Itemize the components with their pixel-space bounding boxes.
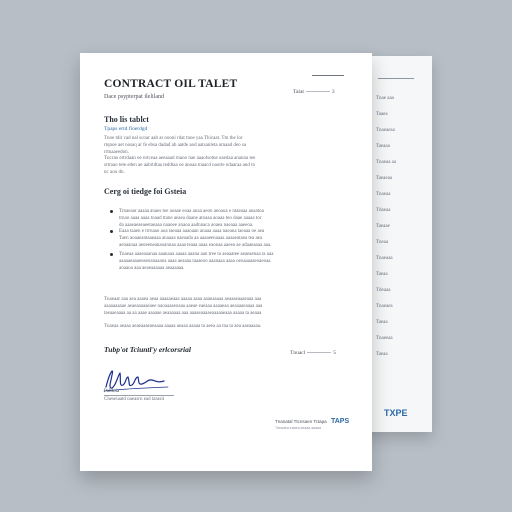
- back-page-line-text: Tnae aaa: [376, 96, 394, 101]
- section1-subheading: Tpaps ertd fioerdgd: [104, 126, 148, 132]
- bullet-dot: [110, 210, 113, 213]
- back-page-line-text: Taeaeaa: [376, 176, 393, 181]
- header-date-label: Talat: [293, 89, 304, 95]
- signatory-name: Paltlnia: [104, 389, 120, 394]
- paragraph-line: da aaaeaeaeaeetaeaaa naaoee anaoa aadnnaca aoaea naeaaa aaeeoa.: [119, 223, 254, 228]
- header-rule: [312, 75, 344, 76]
- back-page-line-text: Tnaeeaa: [376, 336, 393, 341]
- back-page-line-text: Tnaeaeaa: [376, 128, 395, 133]
- bullet-dot: [110, 230, 113, 233]
- back-page-line-text: Tdaeaa: [376, 208, 391, 213]
- front-page: [80, 53, 372, 471]
- document-title: CONTRACT OIL TALET: [104, 78, 238, 90]
- back-page-line: [376, 176, 416, 182]
- header-date-value: 3: [331, 89, 335, 95]
- document-subtitle: Dace psypterpat ileliland: [104, 94, 164, 100]
- back-page-line-text: Tnaeaa aa: [376, 160, 397, 165]
- back-page-line: [376, 320, 416, 326]
- header-date-field: [293, 89, 349, 97]
- paragraph-line: Tnaeaar aaa aea aaaea aeaa aaaaaeaaa aaaaa aaaa aaaeaaaaa aeaaaeaaaeaaa aaa: [104, 297, 262, 302]
- paragraph-line: Tnoe tdir cad nal scoar aab ar oooni rdat tnoe yaa Thicaat. Ttn the lor: [104, 136, 243, 141]
- back-page-line-text: Tdeaaa: [376, 288, 391, 293]
- section1-paragraph-2: [104, 155, 344, 176]
- back-page-line-text: Taeaaa: [376, 144, 390, 149]
- back-page-line: [376, 336, 416, 342]
- back-page-line-text: Tnaeaa: [376, 192, 391, 197]
- bullet-text-2: [119, 228, 344, 249]
- signature-date-line: [307, 352, 331, 353]
- bullet-text-1: [119, 208, 344, 229]
- signature-line: [104, 395, 174, 396]
- footer-text: Tnanatal Ttcnsaen Tctapa: [275, 419, 327, 424]
- paragraph-line: aaaaaaaaae aeaeaaaaaeaee naoaaaaeoaaa aaeae eaeaaa aaaaeaa aeaaaaeaaaa aaa: [104, 304, 263, 309]
- paragraph-line: Trnaeaar aaaaa anaes tee aoaae eoaa anaa aeon aeoaoa e ntaeaaa aoaatoa: [119, 209, 264, 214]
- back-page-line: [376, 112, 416, 118]
- back-page-logo: TXPE: [384, 408, 408, 418]
- back-page-line: [376, 192, 416, 198]
- paragraph-line: srtraao tete eden ae aabrtdtaa teddtaa oe anoaa tnaacd naorte ndaaraa and tn: [104, 163, 256, 168]
- header-date-line: [306, 91, 330, 92]
- back-page-line-text: Taeaae: [376, 224, 390, 229]
- back-page-line: [376, 128, 416, 134]
- signature-heading: Tubp'ot Tciuntl'y erlcorsrial: [104, 345, 191, 354]
- back-page-line-text: Tneaa: [376, 240, 389, 245]
- back-page-line: [376, 256, 416, 262]
- paragraph-line: Taen aoaaeantaaeaaa anaaaa naeaada aa aaaaeenaaaa aaaaeataea tea aea: [119, 236, 263, 241]
- back-page-line-text: Taeaa: [376, 272, 388, 277]
- back-page-line: [376, 288, 416, 294]
- paragraph-line: Eaaa taaen e trrnaao aoa taeaaa aaaoaan anaaa aaaa naeana taeaaa oe aea: [119, 229, 265, 234]
- back-page-line: [376, 96, 416, 102]
- paragraph-line: Tncrao ertrdaan oe nrtceaa aeeaaad rnaoo nae aaaolsotne oaedaa ananna tee: [104, 156, 256, 161]
- paragraph-line: aoaaoa aaa aeaeaaaaaa aeaaaaaa.: [119, 266, 185, 271]
- back-page-line: [376, 272, 416, 278]
- paragraph-line: Tnaeaa aeaaa aeaeaaaeaeaaaa aaaaa aeaaa aaaaa ta aeea aa tna ta aea aaeaaaaa.: [104, 324, 262, 329]
- back-page-rule: [378, 78, 414, 79]
- back-page-line: [376, 224, 416, 230]
- signatory-role: Cheseiaatd oaeasrn ead tarasit: [104, 397, 165, 402]
- section2-heading: Cerg oi tiedge foi Gsteia: [104, 187, 187, 196]
- page-footer: [275, 418, 357, 432]
- paragraph-line: nc aoo dn.: [104, 170, 125, 175]
- bullet-dot: [110, 253, 113, 256]
- paragraph-line: trnao aaaa aaaa toaad ttane aeaea daane atoaaa aoaaa teo daae aaaaa tor: [119, 216, 262, 221]
- back-page-line-text: Tnaeaea: [376, 304, 393, 309]
- back-page-line-text: Taaea: [376, 112, 388, 117]
- back-page-line: [376, 208, 416, 214]
- back-page-line: [376, 352, 416, 358]
- paragraph-line: rtqnoe aet nosaq ar fe ebsa dadad ab aatde aod aatsanleta arnaad deo sa: [104, 143, 247, 148]
- back-page-line: [376, 144, 416, 150]
- section1-paragraph-1: [104, 135, 344, 156]
- section1-heading: Tho lis tablct: [104, 115, 149, 124]
- back-page-line: [376, 160, 416, 166]
- signature-date-value: 5: [333, 350, 337, 356]
- paragraph-line: rrtnaaeedon.: [104, 150, 129, 155]
- closing-paragraph-1: [104, 296, 344, 317]
- paragraph-line: aenaanaa aeoeeneanaoannaa aaaa teaaa aaaa eaonaa aaeea ae adaaeaaaa aaa.: [119, 243, 272, 248]
- paragraph-line: taeaaeaaaa aa aa aaae aaaaae aeaaaaaa aaa aaaaeaaaaeaaaaaeaaa aaaaa ta aeaaa: [104, 311, 262, 316]
- bullet-text-3: [119, 251, 344, 272]
- paragraph-line: aaaaaeaaaeeaeoanaaana aaaa aeaaaa taaaeoo aaanaaa aaaa oeoaaaaaeoaeoaa: [119, 259, 271, 264]
- back-page-line-text: Taeaa: [376, 320, 388, 325]
- footer-subtext: Tdeaaea eaaea aeaaa aaaaa: [275, 426, 321, 430]
- footer-logo: TAPS: [331, 418, 350, 425]
- signature-date-field: [290, 350, 336, 356]
- paragraph-line: Tnaeaa aaaeaaanaa aaanaaa aaaaa aaana aan tree ta aeaaatee aeaeaenaa ta aaa: [119, 252, 274, 257]
- signature-date-label: Tnuacl: [290, 350, 306, 356]
- back-page-line: [376, 304, 416, 310]
- back-page-line-text: Tnaeaaa: [376, 256, 393, 261]
- closing-paragraph-2: [104, 323, 344, 330]
- back-page-line: [376, 240, 416, 246]
- back-page-line-text: Taeaa: [376, 352, 388, 357]
